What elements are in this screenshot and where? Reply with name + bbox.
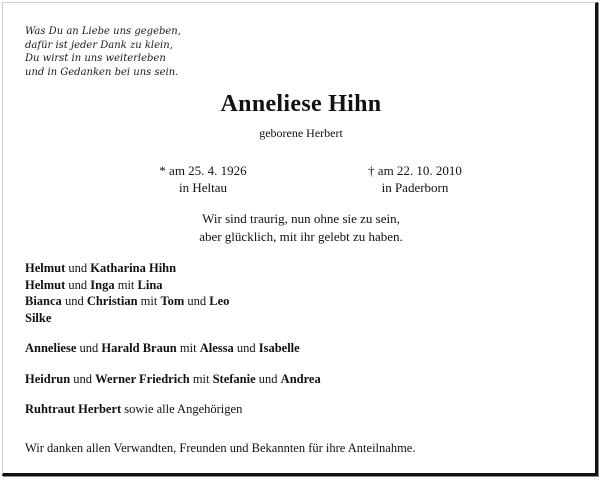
- death-info: [315, 162, 515, 196]
- poem-line: und in Gedanken bei uns sein.: [25, 66, 179, 78]
- poem-line: dafür ist jeder Dank zu klein,: [25, 39, 173, 51]
- connector: mit: [192, 371, 210, 386]
- mourner-line: [25, 277, 321, 294]
- spacer: [25, 387, 321, 401]
- mourning-quote: [3, 210, 599, 246]
- poem-line: Du wirst in uns weiterleben: [25, 53, 166, 64]
- connector: und: [68, 261, 88, 275]
- spacer: [25, 326, 321, 340]
- connector: und: [79, 341, 99, 355]
- mourner-name: Tom: [160, 294, 185, 308]
- poem-line: Was Du an Liebe uns gegeben,: [25, 26, 181, 37]
- mourner-name: Lina: [137, 277, 163, 292]
- quote-line: aber glücklich, mit ihr gelebt zu haben.: [199, 229, 403, 244]
- mourner-line: [25, 401, 321, 418]
- birth-info: [103, 162, 303, 196]
- mourner-line: [25, 293, 321, 310]
- mourner-name: Katharina Hihn: [90, 261, 177, 275]
- connector: und: [187, 294, 207, 308]
- mourner-name: Leo: [209, 294, 230, 308]
- connector: und: [73, 371, 93, 386]
- mourner-name: Inga: [90, 277, 115, 292]
- spacer: [25, 357, 321, 371]
- mourner-name: Christian: [86, 294, 138, 308]
- memorial-poem: [25, 25, 181, 79]
- mourner-name: Anneliese: [25, 341, 77, 355]
- birth-date: * am 25. 4. 1926: [159, 163, 247, 178]
- maiden-name: geborene Herbert: [259, 126, 343, 140]
- mourner-line: [25, 371, 321, 388]
- connector: und: [236, 341, 256, 355]
- mourner-name: Ruhtraut Herbert: [25, 402, 122, 416]
- mourner-line: [25, 340, 321, 357]
- mourner-name: Werner Friedrich: [95, 371, 190, 386]
- mourner-name: Bianca: [25, 294, 62, 308]
- mourner-name: Alessa: [199, 341, 234, 355]
- connector: und: [64, 294, 84, 308]
- connector: mit: [117, 277, 135, 292]
- birth-place: in Heltau: [178, 180, 227, 195]
- death-date: † am 22. 10. 2010: [368, 163, 462, 178]
- connector: sowie alle Angehörigen: [124, 402, 243, 416]
- connector: mit: [179, 341, 197, 355]
- deceased-name: Anneliese Hihn: [220, 91, 382, 117]
- mourner-line: [25, 260, 321, 277]
- mourners-list: [25, 260, 321, 418]
- mourner-name: Helmut: [25, 261, 66, 275]
- mourner-name: Harald Braun: [101, 341, 177, 355]
- connector: mit: [140, 294, 158, 308]
- quote-line: Wir sind traurig, nun ohne sie zu sein,: [202, 211, 400, 226]
- mourner-name: Silke: [25, 310, 52, 325]
- mourner-name: Heidrun: [25, 371, 71, 386]
- thanks-line: Wir danken allen Verwandten, Freunden und Bekannten für ihre Anteilnahme.: [25, 441, 416, 455]
- mourner-name: Stefanie: [212, 371, 256, 386]
- mourner-name: Isabelle: [258, 341, 300, 355]
- connector: und: [258, 371, 278, 386]
- death-place: in Paderborn: [381, 180, 449, 195]
- mourner-line: [25, 310, 321, 327]
- obituary-notice: [2, 2, 598, 476]
- mourner-name: Helmut: [25, 277, 66, 292]
- mourner-name: Andrea: [280, 371, 321, 386]
- connector: und: [68, 277, 88, 292]
